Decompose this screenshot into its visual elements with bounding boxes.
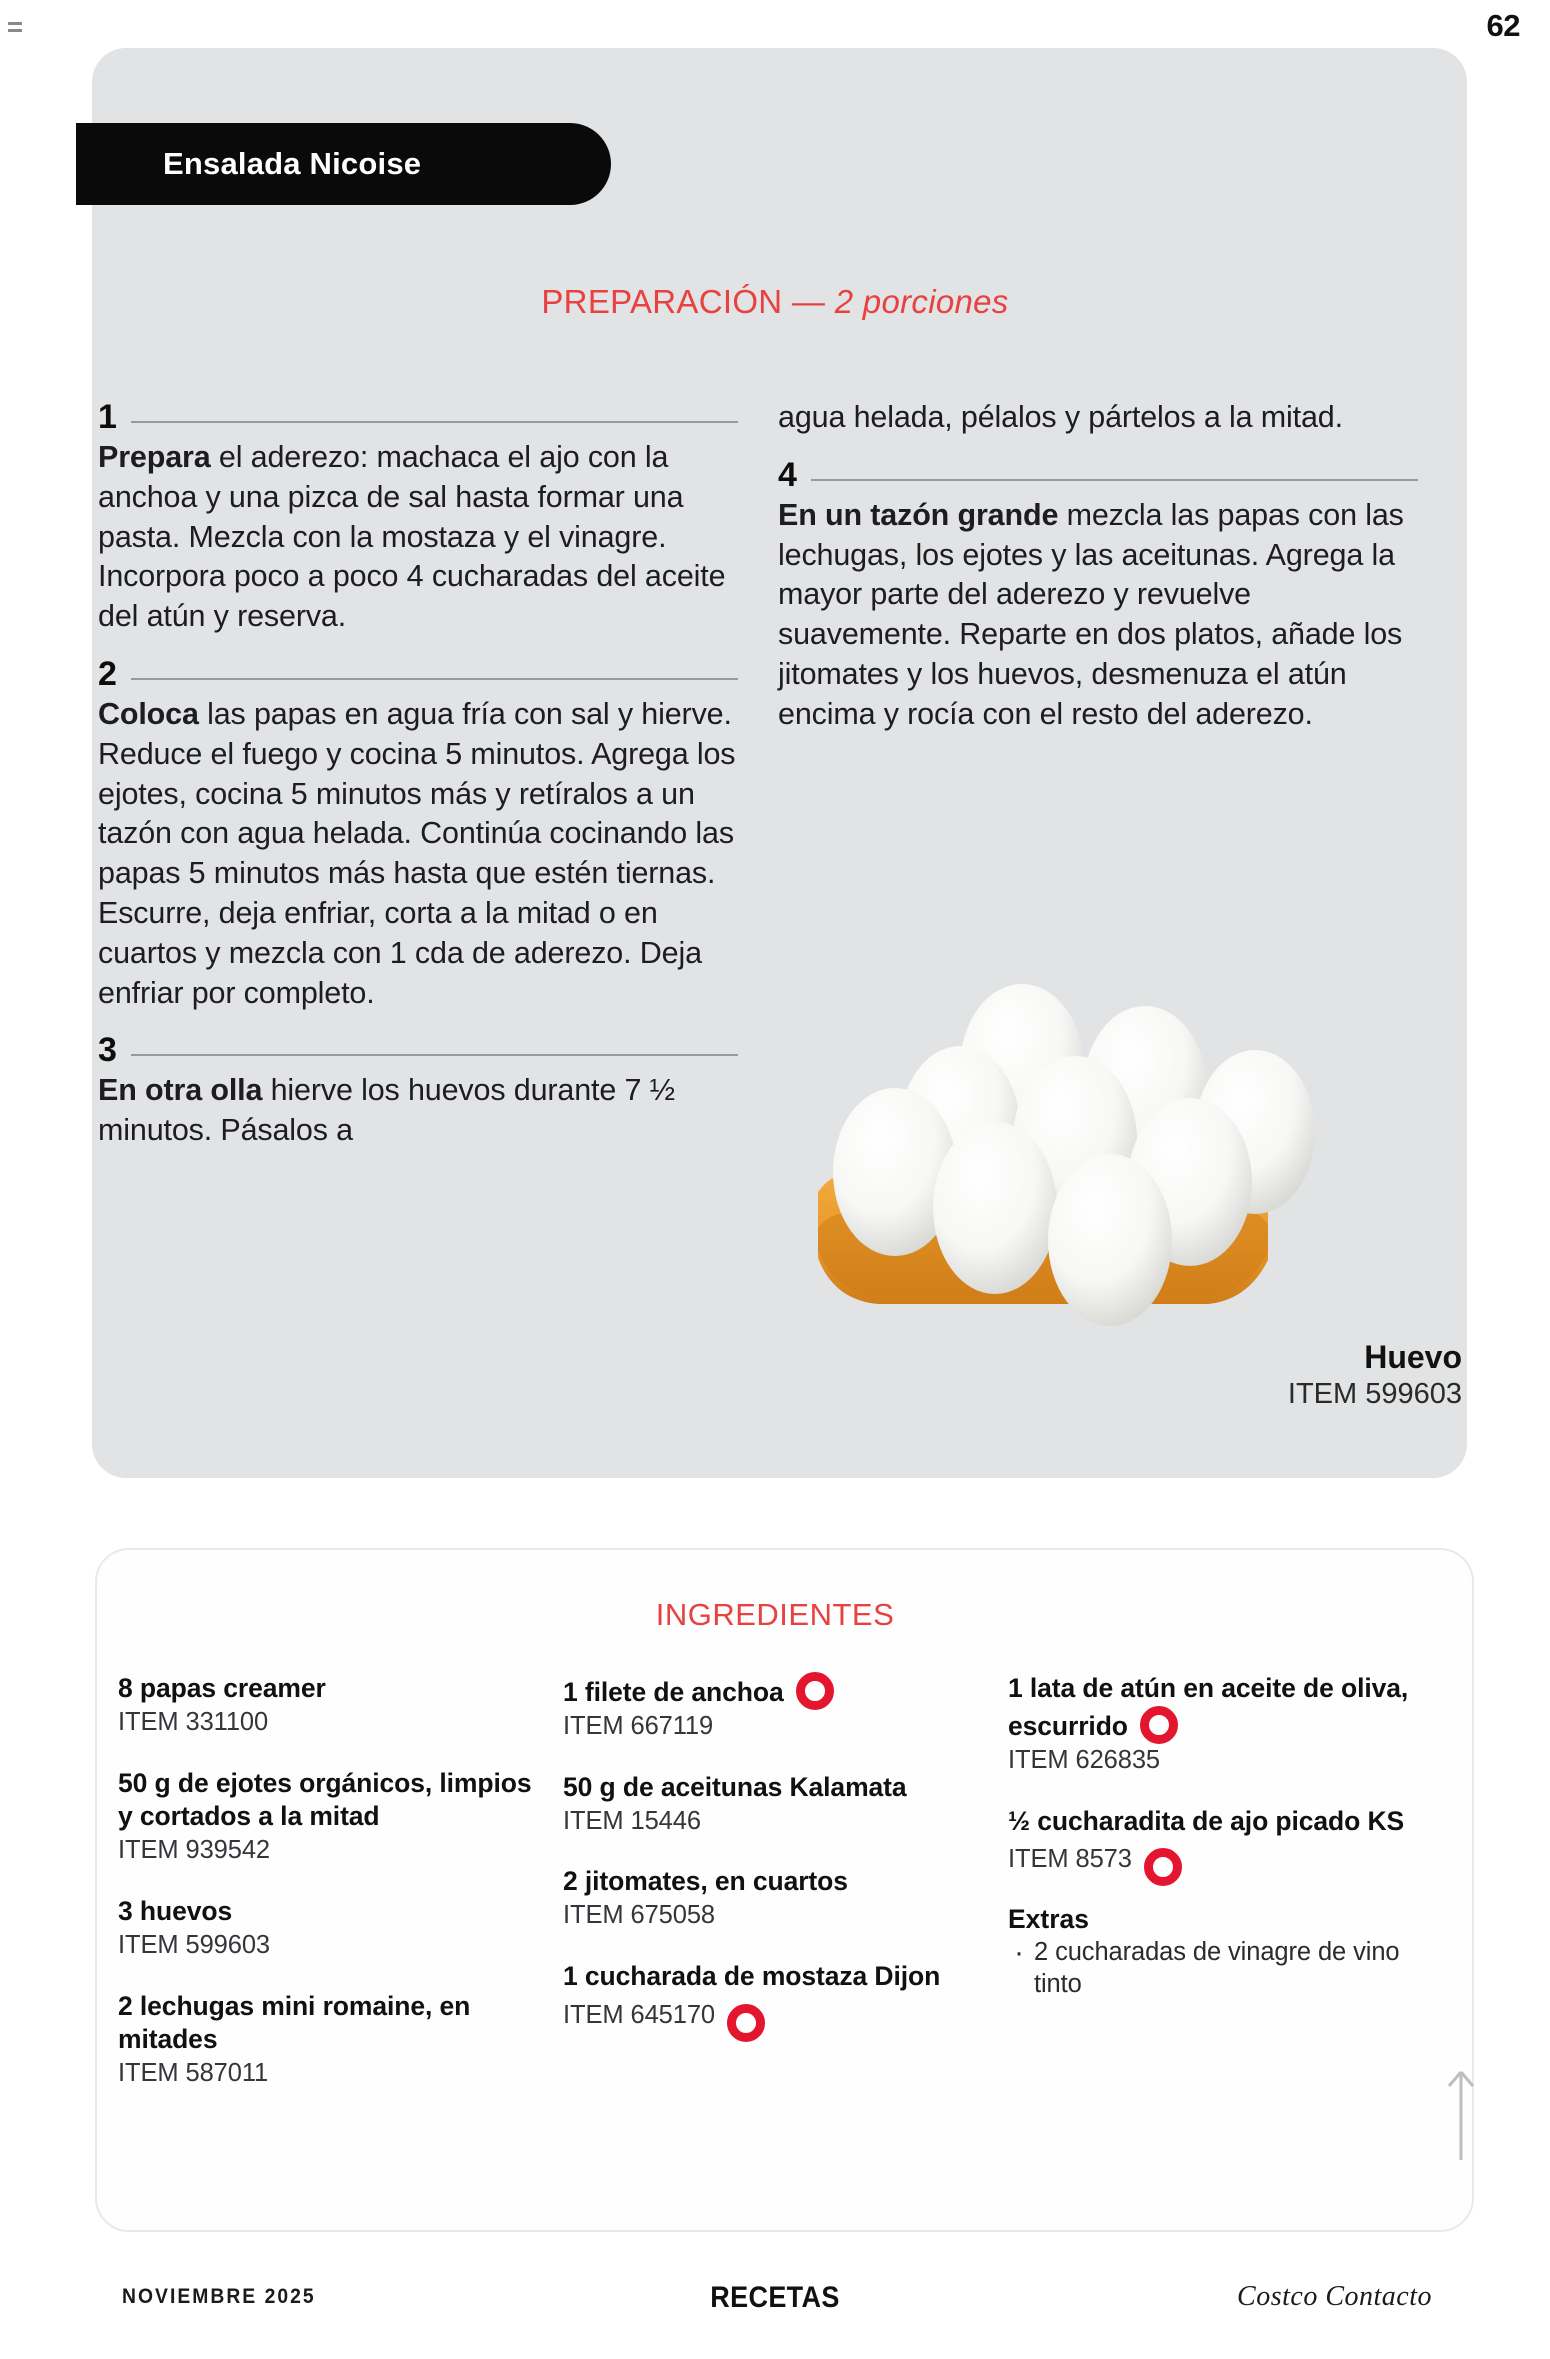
- extras-title: Extras: [1008, 1904, 1090, 1935]
- step-3: [98, 1031, 738, 1151]
- ingredient-item: [118, 1672, 553, 1739]
- ingredient-item-code: ITEM 15446: [563, 1806, 701, 1835]
- egg-carton-photo: [800, 960, 1360, 1350]
- servings-label: 2 porciones: [834, 283, 1009, 320]
- ingredient-item-code: ITEM 8573: [1008, 1845, 1132, 1874]
- ingredient-item: [563, 1865, 998, 1932]
- ingredients-column-1: [118, 1672, 563, 2118]
- step-2-text: [98, 695, 738, 1013]
- footer-section: RECETAS: [710, 2281, 840, 2314]
- ingredient-item: [563, 1672, 998, 1743]
- ingredient-item-code: ITEM 331100: [118, 1707, 269, 1736]
- product-name: Huevo: [1364, 1339, 1462, 1375]
- red-ring-marker-icon: [796, 1672, 834, 1710]
- step-divider: [811, 479, 1418, 481]
- crop-mark-icon: [8, 29, 22, 32]
- step-text: mezcla las papas con las lechugas, los ejotes y las aceitunas. Agrega la mayor parte del aderezo y revuelve suavemente. Reparte en dos platos, añade los jitomates y los huevos, desmenuza el atún encima y rocía con el resto del aderezo.: [778, 497, 1404, 731]
- ingredient-item: [563, 1960, 998, 2032]
- ingredient-item: [563, 1771, 998, 1838]
- extras-list: [1008, 1937, 1418, 2001]
- step-3-text: [98, 1071, 738, 1151]
- ingredient-item-code: ITEM 675058: [563, 1901, 715, 1930]
- red-ring-marker-icon: [1140, 1706, 1178, 1744]
- ingredient-name: ½ cucharadita de ajo picado KS: [1008, 1805, 1405, 1836]
- step-divider: [131, 1054, 738, 1056]
- step-3-continuation: agua helada, pélalos y pártelos a la mitad.: [778, 400, 1343, 434]
- preparation-label: PREPARACIÓN —: [541, 283, 835, 320]
- ingredient-name: 1 cucharada de mostaza Dijon: [563, 1960, 941, 1991]
- recipe-title-banner: [76, 123, 611, 205]
- ingredient-item-code: ITEM 667119: [563, 1712, 714, 1740]
- step-number: 3: [98, 1031, 117, 1070]
- footer-date: NOVIEMBRE 2025: [122, 2285, 316, 2308]
- ingredient-name: 3 huevos: [118, 1895, 233, 1926]
- step-3-header: [98, 1031, 738, 1070]
- ingredient-item: [118, 1895, 553, 1962]
- ingredient-item-code: ITEM 645170: [563, 2000, 715, 2029]
- extras-block: [1008, 1904, 1418, 2001]
- step-4-header: [778, 455, 1418, 494]
- step-1: [98, 398, 738, 637]
- step-lead: En otra olla: [98, 1073, 263, 1108]
- step-divider: [131, 678, 738, 680]
- ingredient-name: 1 lata de atún en aceite de oliva, escurrido: [1008, 1673, 1409, 1741]
- step-text: hierve los huevos durante 7 ½ minutos. Pásalos a: [98, 1073, 675, 1148]
- ingredients-column-2: [563, 1672, 1008, 2118]
- ingredient-item: [118, 1990, 553, 2090]
- ingredients-column-3: [1008, 1672, 1428, 2118]
- footer-brand: Costco Contacto: [1237, 2281, 1432, 2312]
- preparation-heading: [0, 283, 1550, 321]
- page-footer: [0, 2281, 1550, 2325]
- step-text: el aderezo: machaca el ajo con la anchoa y una pizca de sal hasta formar una pasta. Mezcla con la mostaza y el vinagre. Incorpora poco a poco 4 cucharadas del aceite del atún y reserva.: [98, 440, 726, 634]
- step-lead: Coloca: [98, 696, 199, 731]
- step-lead: Prepara: [98, 440, 211, 474]
- step-4: [778, 456, 1418, 735]
- ingredient-name: 1 filete de anchoa: [563, 1677, 784, 1707]
- ingredient-item: [1008, 1805, 1418, 1877]
- step-text: las papas en agua fría con sal y hierve. Reduce el fuego y cocina 5 minutos. Agrega los ejotes, cocina 5 minutos más y retíralos a un tazón con agua helada. Continúa cocinando las papas 5 minutos más hasta que estén tiernas. Escurre, deja enfriar, corta a la mitad o en cuartos y mezcla con 1 cda de aderezo. Deja enfriar por completo.: [98, 696, 736, 1010]
- crop-mark-icon: [8, 22, 22, 25]
- step-number: 2: [98, 654, 117, 693]
- ingredient-item-code: ITEM 587011: [118, 2059, 269, 2088]
- ingredient-name: 50 g de aceitunas Kalamata: [563, 1771, 907, 1802]
- step-1-header: [98, 398, 738, 436]
- red-ring-marker-icon: [1144, 1848, 1182, 1886]
- ingredient-item-code: ITEM 939542: [118, 1836, 270, 1865]
- scroll-up-arrow-icon[interactable]: [1444, 2066, 1478, 2162]
- step-number: 4: [778, 455, 797, 494]
- page-number: 62: [1486, 8, 1520, 43]
- recipe-title: Ensalada Nicoise: [163, 146, 422, 181]
- ingredient-name: 8 papas creamer: [118, 1673, 326, 1703]
- ingredient-name: 50 g de ejotes orgánicos, limpios y cortados a la mitad: [118, 1767, 532, 1832]
- steps-column-left: [98, 398, 738, 1169]
- step-number: 1: [98, 398, 117, 436]
- ingredient-item: [1008, 1672, 1418, 1777]
- ingredient-item-code: ITEM 626835: [1008, 1745, 1160, 1774]
- step-2-header: [98, 654, 738, 693]
- product-caption: [1288, 1340, 1462, 1412]
- ingredient-name: 2 jitomates, en cuartos: [563, 1866, 848, 1897]
- step-2: [98, 655, 738, 1013]
- product-item-code: ITEM 599603: [1287, 1378, 1462, 1411]
- ingredients-columns: [118, 1672, 1448, 2118]
- red-ring-marker-icon: [727, 2004, 765, 2042]
- ingredient-item: [118, 1767, 553, 1867]
- ingredient-item-code: ITEM 599603: [118, 1930, 270, 1959]
- step-1-text: [98, 438, 738, 637]
- ingredient-name: 2 lechugas mini romaine, en mitades: [118, 1990, 471, 2055]
- extras-list-item: · 2 cucharadas de vinagre de vino tinto: [1008, 1937, 1418, 2001]
- step-4-text: [778, 496, 1418, 735]
- ingredients-heading: INGREDIENTES: [655, 1597, 895, 1632]
- step-lead: En un tazón grande: [778, 497, 1059, 532]
- step-divider: [131, 421, 738, 423]
